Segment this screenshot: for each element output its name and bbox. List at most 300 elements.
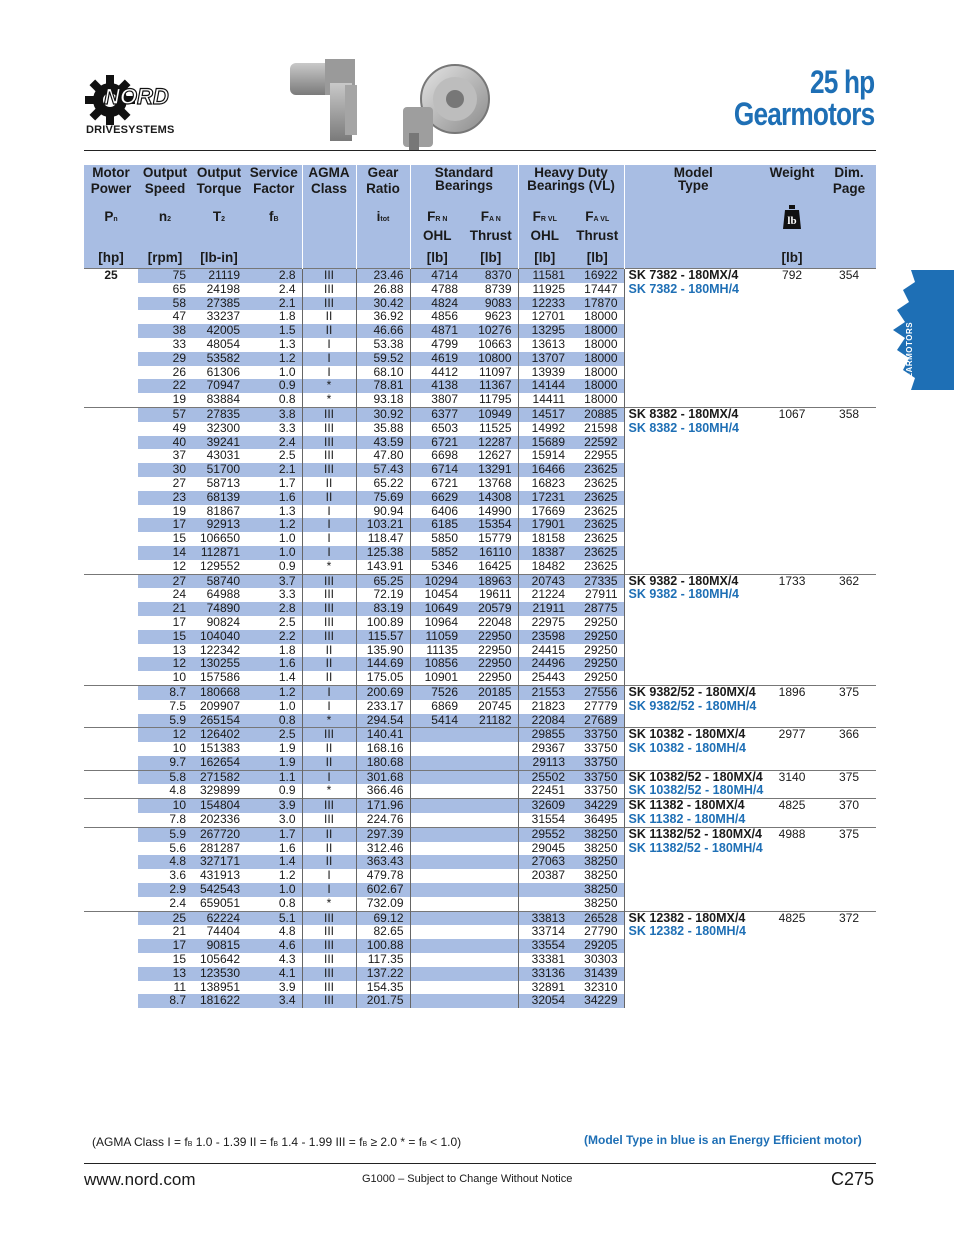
cell-thrust-vl: 27556 — [571, 685, 624, 699]
cell-torque: 92913 — [192, 518, 246, 532]
col-agma-class: AGMA Class — [302, 165, 356, 197]
cell-speed: 11 — [173, 979, 186, 994]
model-standard: SK 11382/52 - 180MX/4 — [628, 826, 762, 841]
cell-thrust-vl: 38250 — [571, 883, 624, 897]
cell-service-factor: 1.7 — [246, 827, 302, 841]
cell-ohl-vl: 33813 — [518, 911, 571, 925]
cell-service-factor: 0.8 — [278, 895, 296, 910]
cell-gear-ratio: 479.78 — [356, 869, 410, 883]
cell-gear-ratio: 168.16 — [356, 742, 410, 756]
cell-ohl: 6503 — [410, 422, 464, 436]
cell-power — [84, 532, 138, 546]
table-row — [84, 728, 876, 742]
cell-ohl-vl: 33381 — [518, 953, 571, 967]
cell-thrust — [464, 869, 518, 883]
cell-ohl — [410, 953, 464, 967]
cell-agma-class: II — [302, 855, 356, 869]
cell-gear-ratio: 100.88 — [356, 939, 410, 953]
cell-thrust-vl: 32310 — [584, 979, 618, 994]
model-energy-efficient: SK 12382 - 180MH/4 — [628, 924, 746, 939]
cell-thrust: 14990 — [478, 503, 512, 518]
cell-ohl-vl: 20387 — [518, 869, 571, 883]
cell-service-factor: 3.8 — [246, 407, 302, 421]
cell-ohl: 4138 — [410, 379, 464, 393]
cell-gear-ratio: 297.39 — [356, 827, 410, 841]
model-standard: SK 8382 - 180MX/4 — [628, 406, 739, 421]
cell-agma-class: II — [302, 477, 356, 491]
cell-speed: 38 — [138, 324, 192, 338]
cell-speed: 8.7 — [138, 994, 192, 1008]
cell-torque: 32300 — [206, 420, 240, 435]
cell-power — [84, 491, 138, 505]
cell-ohl: 4788 — [410, 283, 464, 297]
cell-gear-ratio: 602.67 — [356, 883, 410, 897]
model-type — [624, 827, 762, 911]
cell-thrust-vl: 23625 — [584, 475, 618, 490]
cell-thrust: 8739 — [484, 281, 512, 296]
cell-thrust-vl: 18000 — [571, 379, 624, 393]
cell-agma-class: I — [302, 366, 356, 380]
cell-service-factor: 3.4 — [246, 994, 302, 1008]
cell-speed: 22 — [138, 379, 192, 393]
cell-thrust: 18963 — [464, 574, 518, 588]
cell-service-factor: 2.5 — [278, 448, 296, 463]
cell-torque: 126402 — [192, 728, 246, 742]
cell-torque: 51700 — [192, 463, 246, 477]
cell-power — [84, 352, 138, 366]
cell-service-factor: 1.6 — [246, 491, 302, 505]
cell-agma-class: I — [302, 700, 356, 714]
cell-thrust: 19611 — [479, 587, 512, 602]
cell-service-factor: 1.2 — [246, 685, 302, 699]
cell-gear-ratio: 59.52 — [356, 352, 410, 366]
cell-speed: 4.8 — [169, 783, 186, 798]
cell-gear-ratio: 140.41 — [356, 728, 410, 742]
cell-agma-class: III — [302, 407, 356, 421]
cell-ohl — [410, 939, 464, 953]
cell-gear-ratio: 65.22 — [356, 477, 410, 491]
gearmotor-image — [285, 55, 495, 155]
model-energy-efficient: SK 11382 - 180MH/4 — [628, 812, 746, 827]
cell-ohl-vl: 29552 — [518, 827, 571, 841]
cell-ohl-vl: 21553 — [518, 685, 571, 699]
cell-thrust: 11795 — [479, 392, 512, 407]
cell-ohl: 6714 — [410, 463, 464, 477]
model-standard: SK 7382 - 180MX/4 — [628, 268, 739, 282]
cell-gear-ratio: 366.46 — [356, 784, 410, 798]
cell-thrust-vl: 33750 — [571, 728, 624, 742]
cell-thrust: 16110 — [464, 546, 518, 560]
cell-torque: 267720 — [192, 827, 246, 841]
cell-agma-class: * — [302, 379, 356, 393]
cell-gear-ratio: 115.57 — [356, 630, 410, 644]
cell-thrust-vl: 34229 — [571, 799, 624, 813]
cell-agma-class: II — [302, 827, 356, 841]
cell-thrust-vl: 36495 — [584, 812, 618, 827]
model-type — [624, 770, 762, 799]
cell-thrust-vl: 38250 — [584, 840, 618, 855]
cell-power — [84, 616, 138, 630]
cell-ohl — [410, 883, 464, 897]
unit-lb: [lb] — [410, 244, 464, 269]
cell-speed: 10 — [138, 799, 192, 813]
cell-ohl: 4856 — [410, 310, 464, 324]
cell-agma-class: III — [302, 616, 356, 630]
cell-speed: 58 — [138, 297, 192, 311]
cell-agma-class: II — [302, 644, 356, 658]
cell-ohl-vl: 13295 — [518, 324, 571, 338]
cell-agma-class: II — [302, 842, 356, 856]
unit-lbin: [lb-in] — [192, 244, 246, 269]
cell-ohl-vl: 16823 — [518, 477, 571, 491]
unit-hp: [hp] — [84, 244, 138, 269]
sym-power: Pn — [84, 197, 138, 244]
cell-ohl-vl: 33136 — [518, 967, 571, 981]
cell-agma-class: III — [302, 728, 356, 742]
model-standard: SK 10382 - 180MX/4 — [628, 727, 746, 742]
cell-speed: 17 — [172, 614, 186, 629]
cell-ohl: 10856 — [410, 657, 464, 671]
cell-thrust — [464, 756, 518, 770]
cell-ohl-vl: 24496 — [518, 657, 571, 671]
cell-power — [84, 422, 138, 436]
cell-ohl-vl: 31554 — [518, 813, 571, 827]
cell-torque: 154804 — [192, 799, 246, 813]
cell-power — [84, 994, 138, 1008]
cell-ohl: 4799 — [410, 338, 464, 352]
cell-speed: 5.9 — [138, 714, 192, 728]
cell-service-factor: 1.6 — [278, 840, 296, 855]
cell-power — [84, 449, 138, 463]
cell-torque: 90815 — [192, 939, 246, 953]
model-type — [624, 574, 762, 685]
cell-power — [84, 366, 138, 380]
cell-thrust-vl: 38250 — [571, 855, 624, 869]
cell-service-factor: 3.0 — [278, 812, 296, 827]
cell-ohl-vl: 20743 — [518, 574, 571, 588]
cell-gear-ratio: 363.43 — [356, 855, 410, 869]
cell-thrust: 11525 — [479, 420, 512, 435]
cell-thrust: 9083 — [464, 297, 518, 311]
cell-service-factor: 1.2 — [246, 518, 302, 532]
cell-thrust — [464, 967, 518, 981]
cell-agma-class: III — [302, 436, 356, 450]
cell-agma-class: III — [302, 297, 356, 311]
cell-ohl-vl: 32609 — [518, 799, 571, 813]
weight-value: 1896 — [762, 685, 822, 727]
cell-gear-ratio: 200.69 — [356, 685, 410, 699]
cell-thrust: 9623 — [484, 309, 512, 324]
cell-service-factor: 4.1 — [246, 967, 302, 981]
cell-ohl-vl: 17669 — [518, 505, 571, 519]
cell-thrust-vl: 34229 — [571, 994, 624, 1008]
cell-ohl — [410, 842, 464, 856]
cell-speed: 19 — [172, 503, 186, 518]
cell-speed: 40 — [138, 436, 192, 450]
cell-service-factor: 0.9 — [246, 379, 302, 393]
footer-url[interactable]: www.nord.com — [84, 1170, 196, 1189]
cell-ohl-vl: 27063 — [518, 855, 571, 869]
footer-notice: G1000 – Subject to Change Without Notice — [362, 1173, 573, 1185]
cell-speed: 21 — [138, 602, 192, 616]
cell-thrust: 10800 — [464, 352, 518, 366]
cell-gear-ratio: 30.42 — [356, 297, 410, 311]
sym-speed: n2 — [138, 197, 192, 244]
cell-torque: 62224 — [192, 911, 246, 925]
cell-torque: 81867 — [206, 503, 240, 518]
cell-ohl: 6406 — [410, 505, 464, 519]
cell-gear-ratio: 65.25 — [356, 574, 410, 588]
cell-power — [84, 827, 138, 841]
sym-ratio: itot — [356, 197, 410, 244]
cell-service-factor: 1.8 — [278, 642, 296, 657]
cell-speed: 26 — [172, 364, 186, 379]
weight-value: 1733 — [762, 574, 822, 685]
cell-power — [84, 574, 138, 588]
cell-torque: 27385 — [192, 297, 246, 311]
model-type — [624, 407, 762, 574]
unit-empty — [356, 244, 410, 269]
cell-ohl — [410, 756, 464, 770]
table-row — [84, 911, 876, 925]
table-row — [84, 770, 876, 784]
header-rule — [84, 150, 876, 151]
weight-value: 3140 — [762, 770, 822, 799]
cell-gear-ratio: 93.18 — [356, 393, 410, 407]
cell-gear-ratio: 46.66 — [356, 324, 410, 338]
cell-torque: 431913 — [199, 868, 240, 883]
cell-thrust-vl: 22592 — [571, 436, 624, 450]
weight-value: 1067 — [762, 407, 822, 574]
cell-power — [84, 925, 138, 939]
cell-gear-ratio: 100.89 — [356, 616, 410, 630]
cell-agma-class: I — [302, 352, 356, 366]
model-energy-efficient: SK 10382 - 180MH/4 — [628, 741, 746, 756]
cell-thrust-vl: 29250 — [584, 670, 618, 685]
cell-gear-ratio: 175.05 — [356, 671, 410, 685]
cell-power — [84, 671, 138, 685]
cell-ohl — [410, 742, 464, 756]
table-row — [84, 574, 876, 588]
cell-power — [84, 297, 138, 311]
cell-ohl — [410, 784, 464, 798]
cell-gear-ratio: 144.69 — [356, 657, 410, 671]
weight-value: 4825 — [762, 799, 822, 828]
cell-torque: 123530 — [192, 967, 246, 981]
cell-thrust — [464, 953, 518, 967]
cell-power — [84, 855, 138, 869]
cell-service-factor: 3.3 — [278, 420, 296, 435]
cell-ohl-vl: 29855 — [518, 728, 571, 742]
cell-power — [84, 784, 138, 798]
cell-speed: 8.7 — [138, 685, 192, 699]
cell-ohl-vl: 33714 — [518, 925, 571, 939]
cell-thrust — [464, 728, 518, 742]
cell-thrust-vl: 23625 — [584, 531, 618, 546]
cell-gear-ratio: 135.90 — [356, 644, 410, 658]
cell-speed: 23 — [138, 491, 192, 505]
cell-gear-ratio: 90.94 — [356, 505, 410, 519]
cell-power — [84, 602, 138, 616]
cell-ohl: 3807 — [410, 393, 464, 407]
col-weight: Weight — [762, 165, 822, 197]
unit-lb: [lb] — [762, 244, 822, 269]
dim-page-value: 366 — [822, 728, 876, 770]
cell-service-factor: 1.0 — [246, 883, 302, 897]
cell-thrust-vl: 33750 — [571, 770, 624, 784]
cell-torque: 83884 — [206, 392, 240, 407]
sym-frvl: FR VL OHL — [518, 197, 571, 244]
cell-torque: 265154 — [192, 714, 246, 728]
dim-page-value: 358 — [822, 407, 876, 574]
cell-service-factor: 3.9 — [246, 799, 302, 813]
cell-service-factor: 3.9 — [278, 979, 296, 994]
cell-gear-ratio: 47.80 — [356, 449, 410, 463]
cell-torque: 181622 — [192, 994, 246, 1008]
cell-torque: 104040 — [192, 630, 246, 644]
weight-value: 792 — [762, 269, 822, 408]
cell-service-factor: 0.9 — [278, 558, 296, 573]
cell-service-factor: 1.4 — [246, 855, 302, 869]
cell-thrust-vl: 22955 — [584, 448, 618, 463]
cell-speed: 21 — [172, 924, 186, 939]
cell-thrust: 21182 — [464, 714, 518, 728]
cell-torque: 42005 — [192, 324, 246, 338]
cell-agma-class: II — [302, 310, 356, 324]
cell-gear-ratio: 294.54 — [356, 714, 410, 728]
model-type — [624, 269, 762, 408]
cell-speed: 47 — [172, 309, 186, 324]
cell-torque: 151383 — [199, 741, 240, 756]
cell-thrust-vl: 18000 — [571, 352, 624, 366]
cell-thrust-vl: 29250 — [584, 642, 618, 657]
cell-speed: 5.9 — [138, 827, 192, 841]
cell-ohl: 10294 — [410, 574, 464, 588]
sym-empty — [822, 197, 876, 244]
cell-thrust: 11367 — [464, 379, 518, 393]
energy-efficient-note: (Model Type in blue is an Energy Efficient motor) — [584, 1133, 862, 1147]
cell-ohl — [410, 981, 464, 995]
unit-lb: [lb] — [571, 244, 624, 269]
cell-thrust-vl: 27779 — [584, 698, 618, 713]
cell-service-factor: 2.8 — [246, 602, 302, 616]
cell-speed: 13 — [138, 967, 192, 981]
cell-service-factor: 4.6 — [246, 939, 302, 953]
cell-torque: 130255 — [192, 657, 246, 671]
cell-gear-ratio: 72.19 — [356, 588, 410, 602]
cell-speed: 12 — [138, 728, 192, 742]
cell-speed: 30 — [138, 463, 192, 477]
cell-thrust — [464, 939, 518, 953]
cell-power — [84, 981, 138, 995]
cell-gear-ratio: 53.38 — [356, 338, 410, 352]
table-row — [84, 407, 876, 421]
cell-gear-ratio: 57.43 — [356, 463, 410, 477]
cell-thrust — [464, 994, 518, 1008]
table-body — [84, 269, 876, 1009]
cell-service-factor: 1.3 — [278, 336, 296, 351]
cell-power — [84, 644, 138, 658]
cell-power — [84, 700, 138, 714]
cell-thrust-vl: 20885 — [571, 407, 624, 421]
cell-torque: 329899 — [199, 783, 240, 798]
cell-agma-class: I — [302, 770, 356, 784]
cell-ohl-vl — [518, 897, 571, 911]
cell-ohl-vl: 18482 — [518, 560, 571, 574]
cell-ohl: 4412 — [410, 366, 464, 380]
cell-thrust: 10276 — [464, 324, 518, 338]
model-energy-efficient: SK 10382/52 - 180MH/4 — [628, 783, 764, 798]
cell-power — [84, 407, 138, 421]
cell-ohl: 6721 — [410, 436, 464, 450]
cell-ohl-vl — [518, 883, 571, 897]
cell-power — [84, 393, 138, 407]
cell-ohl: 10649 — [410, 602, 464, 616]
cell-gear-ratio: 43.59 — [356, 436, 410, 450]
sym-fr: FR N OHL — [410, 197, 464, 244]
cell-thrust-vl: 27689 — [571, 714, 624, 728]
cell-service-factor: 1.0 — [278, 698, 296, 713]
dim-page-value: 375 — [822, 770, 876, 799]
cell-gear-ratio: 117.35 — [356, 953, 410, 967]
cell-ohl-vl: 15689 — [518, 436, 571, 450]
sym-fa: FA N Thrust — [464, 197, 518, 244]
cell-service-factor: 1.1 — [246, 770, 302, 784]
cell-ohl-vl: 15914 — [518, 449, 571, 463]
cell-service-factor: 2.8 — [246, 269, 302, 283]
cell-agma-class: I — [302, 532, 356, 546]
cell-ohl-vl: 22084 — [518, 714, 571, 728]
cell-agma-class: III — [302, 967, 356, 981]
cell-speed: 37 — [172, 448, 186, 463]
table-row — [84, 269, 876, 283]
cell-speed: 65 — [172, 281, 186, 296]
cell-service-factor: 1.2 — [278, 868, 296, 883]
cell-agma-class: III — [302, 939, 356, 953]
cell-power — [84, 883, 138, 897]
cell-torque: 64988 — [206, 587, 240, 602]
cell-torque: 542543 — [192, 883, 246, 897]
cell-ohl-vl: 29045 — [518, 842, 571, 856]
cell-ohl-vl: 29367 — [518, 742, 571, 756]
cell-agma-class: I — [302, 338, 356, 352]
col-heavy-duty-bearings: Heavy Duty Bearings (VL) — [518, 165, 624, 197]
cell-speed: 29 — [138, 352, 192, 366]
cell-power — [84, 685, 138, 699]
cell-ohl: 6377 — [410, 407, 464, 421]
cell-torque: 39241 — [192, 436, 246, 450]
cell-agma-class: III — [302, 574, 356, 588]
cell-thrust-vl: 26528 — [571, 911, 624, 925]
cell-ohl-vl: 16466 — [518, 463, 571, 477]
cell-thrust-vl: 27911 — [585, 587, 618, 602]
cell-speed: 2.4 — [169, 895, 186, 910]
cell-torque: 33237 — [206, 309, 240, 324]
cell-agma-class: * — [302, 897, 356, 911]
cell-power — [84, 756, 138, 770]
col-output-speed: Output Speed — [138, 165, 192, 197]
dim-page-value: 372 — [822, 911, 876, 1008]
cell-torque: 162654 — [192, 756, 246, 770]
cell-agma-class: III — [302, 422, 356, 436]
cell-agma-class: III — [302, 269, 356, 283]
cell-power — [84, 518, 138, 532]
cell-thrust — [464, 855, 518, 869]
cell-speed: 12 — [138, 657, 192, 671]
cell-service-factor: 0.8 — [246, 714, 302, 728]
cell-service-factor: 2.4 — [246, 436, 302, 450]
cell-ohl-vl: 21911 — [518, 602, 571, 616]
